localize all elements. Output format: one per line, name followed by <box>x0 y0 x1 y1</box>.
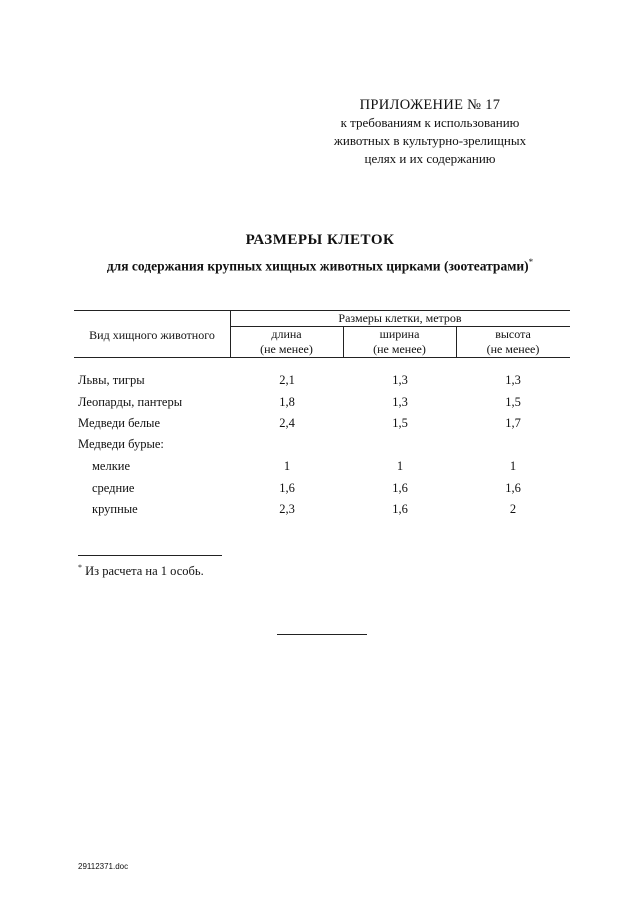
footnote-mark: * <box>78 563 82 572</box>
column-header-height-label: высота <box>495 327 531 341</box>
row-animal: Медведи белые <box>78 416 161 430</box>
row-height: 2 <box>509 502 517 516</box>
row-animal-group: Медведи бурые: <box>78 437 164 451</box>
row-width: 1,3 <box>392 373 408 387</box>
table-row <box>74 373 570 393</box>
document-subtitle <box>0 257 640 275</box>
row-height: 1,7 <box>505 416 521 430</box>
footnote-text: Из расчета на 1 особь. <box>85 564 204 579</box>
row-width: 1,5 <box>392 416 408 430</box>
row-length: 2,1 <box>279 373 295 387</box>
column-header-height-note: (не менее) <box>486 342 540 356</box>
column-header-length <box>230 327 343 357</box>
table-row <box>74 395 570 415</box>
row-length: 2,4 <box>279 416 295 430</box>
table-row <box>74 416 570 436</box>
row-width: 1,6 <box>392 502 408 516</box>
row-length: 1,8 <box>279 395 295 409</box>
column-header-length-label: длина <box>271 327 302 341</box>
row-length: 1 <box>283 459 291 473</box>
appendix-title: ПРИЛОЖЕНИЕ № 17 <box>359 97 501 113</box>
appendix-header <box>300 96 560 168</box>
row-height: 1 <box>509 459 517 473</box>
footnote-separator <box>78 555 222 556</box>
row-animal: средние <box>92 481 135 495</box>
subtitle-footnote-mark: * <box>528 257 534 267</box>
document-title: РАЗМЕРЫ КЛЕТОК <box>245 232 395 248</box>
row-width: 1 <box>396 459 404 473</box>
row-animal: крупные <box>92 502 138 516</box>
row-height: 1,5 <box>505 395 521 409</box>
row-width: 1,3 <box>392 395 408 409</box>
column-header-animal: Вид хищного животного <box>89 328 215 342</box>
column-group-header: Размеры клетки, метров <box>338 311 462 325</box>
table-row <box>74 481 570 501</box>
column-header-height <box>456 327 570 357</box>
column-header-width-note: (не менее) <box>373 342 426 356</box>
column-header-width <box>343 327 456 357</box>
table-row <box>74 502 570 522</box>
row-length: 1,6 <box>279 481 295 495</box>
document-filename: 29112371.doc <box>78 862 129 871</box>
column-header-length-note: (не менее) <box>260 342 313 356</box>
row-width: 1,6 <box>392 481 408 495</box>
row-animal: Львы, тигры <box>78 373 145 387</box>
subtitle-text: для содержания крупных хищных животных цирками (зоотеатрами) <box>106 258 529 274</box>
table-row <box>74 459 570 479</box>
document-heading <box>0 232 640 275</box>
appendix-line-2: животных в культурно-зрелищных <box>333 133 527 148</box>
table-row <box>74 437 570 457</box>
row-height: 1,3 <box>505 373 521 387</box>
end-of-document-rule <box>277 634 367 635</box>
appendix-line-1: к требованиям к использованию <box>340 115 520 130</box>
row-height: 1,6 <box>505 481 521 495</box>
row-length: 2,3 <box>279 502 295 516</box>
footnote <box>78 563 204 579</box>
column-header-width-label: ширина <box>379 327 420 341</box>
appendix-line-3: целях и их содержанию <box>364 151 496 166</box>
row-animal: мелкие <box>92 459 131 473</box>
row-animal: Леопарды, пантеры <box>78 395 183 409</box>
header-bottom-rule <box>74 357 570 358</box>
